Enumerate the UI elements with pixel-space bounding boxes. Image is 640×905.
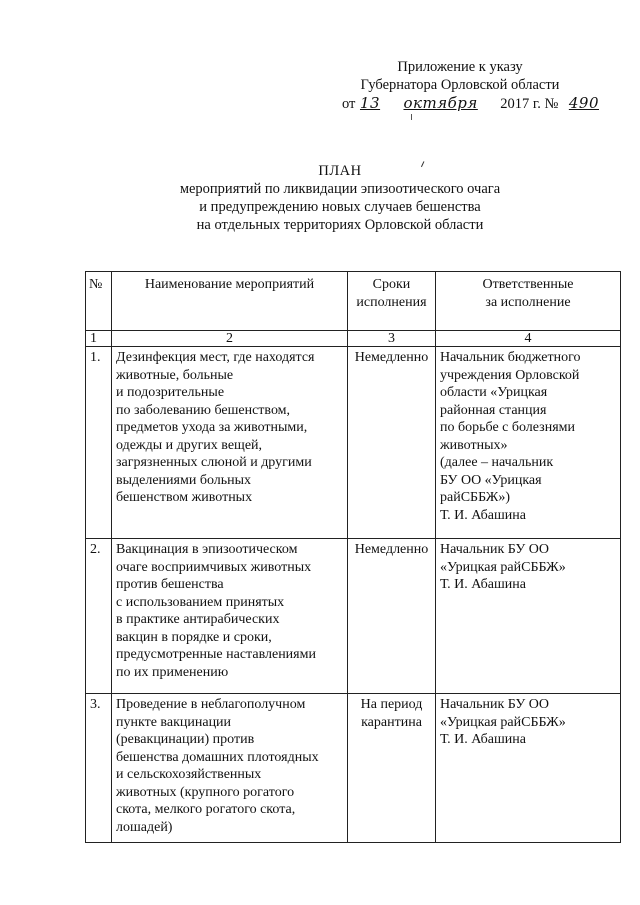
col-number-4: 4 [436, 331, 621, 347]
annex-year: 2017 г. № [500, 96, 559, 112]
activity-name [112, 694, 348, 843]
plan-table [85, 271, 621, 843]
row-number: 1. [86, 347, 112, 539]
annex-line-1: Приложение к указу [397, 59, 523, 75]
title-line-1: мероприятий по ликвидации эпизоотического очага [179, 181, 501, 197]
col-number-3: 3 [348, 331, 436, 347]
handwritten-month: октября [403, 94, 478, 112]
activity-name-line: одежды и других вещей, [116, 437, 263, 453]
activity-name-line: Вакцинация в эпизоотическом [116, 542, 298, 557]
title-line-2: и предупреждению новых случаев бешенства [199, 199, 481, 215]
activity-term-line: карантина [361, 714, 422, 730]
activity-responsible [436, 347, 621, 539]
activity-name-line: загрязненных слюной и другими [116, 455, 312, 470]
table-row [86, 347, 621, 539]
activity-responsible [436, 539, 621, 694]
activity-name-line: Дезинфекция мест, где находятся [116, 350, 315, 365]
activity-responsible-line: животных» [440, 437, 508, 453]
activity-responsible-line: Начальник БУ ОО [440, 542, 549, 557]
activity-name-line: с использованием принятых [116, 594, 285, 610]
activity-name-line: по заболеванию бешенством, [116, 402, 291, 418]
header-row [86, 272, 621, 331]
activity-name-line: лошадей) [116, 819, 173, 835]
handwritten-number: 490 [568, 94, 599, 112]
col-number-2: 2 [112, 331, 348, 347]
header-name: Наименование мероприятий [112, 272, 348, 331]
activity-name-line: и подозрительные [116, 385, 225, 400]
activity-name-line: (ревакцинации) против [116, 732, 255, 747]
header-num: № [86, 272, 112, 331]
activity-responsible-line: Начальник бюджетного [440, 350, 581, 365]
activity-responsible-line: Начальник БУ ОО [440, 697, 549, 712]
activity-name-line: против бешенства [116, 577, 224, 592]
activity-responsible-line: райСББЖ») [440, 490, 510, 505]
annex-from: от [342, 96, 356, 112]
activity-name-line: предусмотренные наставлениями [116, 647, 316, 662]
activity-responsible-line: (далее – начальник [440, 455, 554, 470]
activity-name-line: по их применению [116, 664, 229, 680]
header-resp-line-2: за исполнение [485, 294, 571, 310]
activity-responsible-line: Т. И. Абашина [440, 577, 526, 592]
header-term-line-1: Сроки [372, 277, 411, 292]
activity-name-line: предметов ухода за животными, [116, 420, 308, 435]
activity-responsible-line: «Урицкая райСББЖ» [440, 559, 566, 575]
activity-term-line: Немедленно [354, 350, 429, 365]
activity-responsible-line: Т. И. Абашина [440, 732, 526, 747]
activity-name-line: бешенством животных [116, 490, 253, 505]
table-row [86, 694, 621, 843]
activity-name-line: в практике антирабических [116, 612, 280, 627]
activity-name [112, 539, 348, 694]
annex-date-line [330, 94, 599, 113]
title-line-3: на отдельных территориях Орловской области [196, 217, 484, 233]
column-number-row [86, 331, 621, 347]
activity-responsible-line: БУ ОО «Урицкая [440, 472, 542, 488]
activity-name-line: и сельскохозяйственных [116, 767, 262, 782]
document-title [120, 162, 560, 234]
activity-responsible-line: по борьбе с болезнями [440, 420, 575, 435]
row-number: 2. [86, 539, 112, 694]
header-term [348, 272, 436, 331]
activity-name-line: бешенства домашних плотоядных [116, 749, 319, 765]
activity-name [112, 347, 348, 539]
col-number-1: 1 [86, 331, 112, 347]
activity-name-line: очаге восприимчивых животных [116, 559, 312, 575]
activity-responsible [436, 694, 621, 843]
header-term-line-2: исполнения [356, 294, 427, 310]
activity-name-line: пункте вакцинации [116, 714, 232, 730]
activity-name-line: животных (крупного рогатого [116, 784, 295, 800]
activity-name-line: вакцин в порядке и сроки, [116, 629, 272, 645]
annex-block [330, 58, 599, 113]
activity-responsible-line: Т. И. Абашина [440, 507, 526, 523]
activity-name-line: скота, мелкого рогатого скота, [116, 802, 296, 817]
row-number: 3. [86, 694, 112, 843]
activity-responsible-line: учреждения Орловской [440, 367, 580, 383]
activity-term [348, 694, 436, 843]
handwritten-day: 13 [359, 94, 381, 112]
activity-term-line: Немедленно [354, 542, 429, 557]
stray-mark [411, 114, 414, 120]
activity-name-line: Проведение в неблагополучном [116, 697, 306, 712]
activity-name-line: выделениями больных [116, 472, 252, 488]
annex-line-2: Губернатора Орловской области [360, 77, 560, 93]
activity-name-line: животные, больные [116, 367, 234, 383]
activity-responsible-line: области «Урицкая [440, 385, 548, 400]
activity-responsible-line: «Урицкая райСББЖ» [440, 714, 566, 730]
activity-responsible-line: районная станция [440, 402, 547, 418]
title-heading: ПЛАН [318, 163, 362, 179]
table-row [86, 539, 621, 694]
activity-term [348, 347, 436, 539]
activity-term-line: На период [360, 697, 423, 712]
header-responsible [436, 272, 621, 331]
header-resp-line-1: Ответственные [482, 277, 574, 292]
activity-term [348, 539, 436, 694]
